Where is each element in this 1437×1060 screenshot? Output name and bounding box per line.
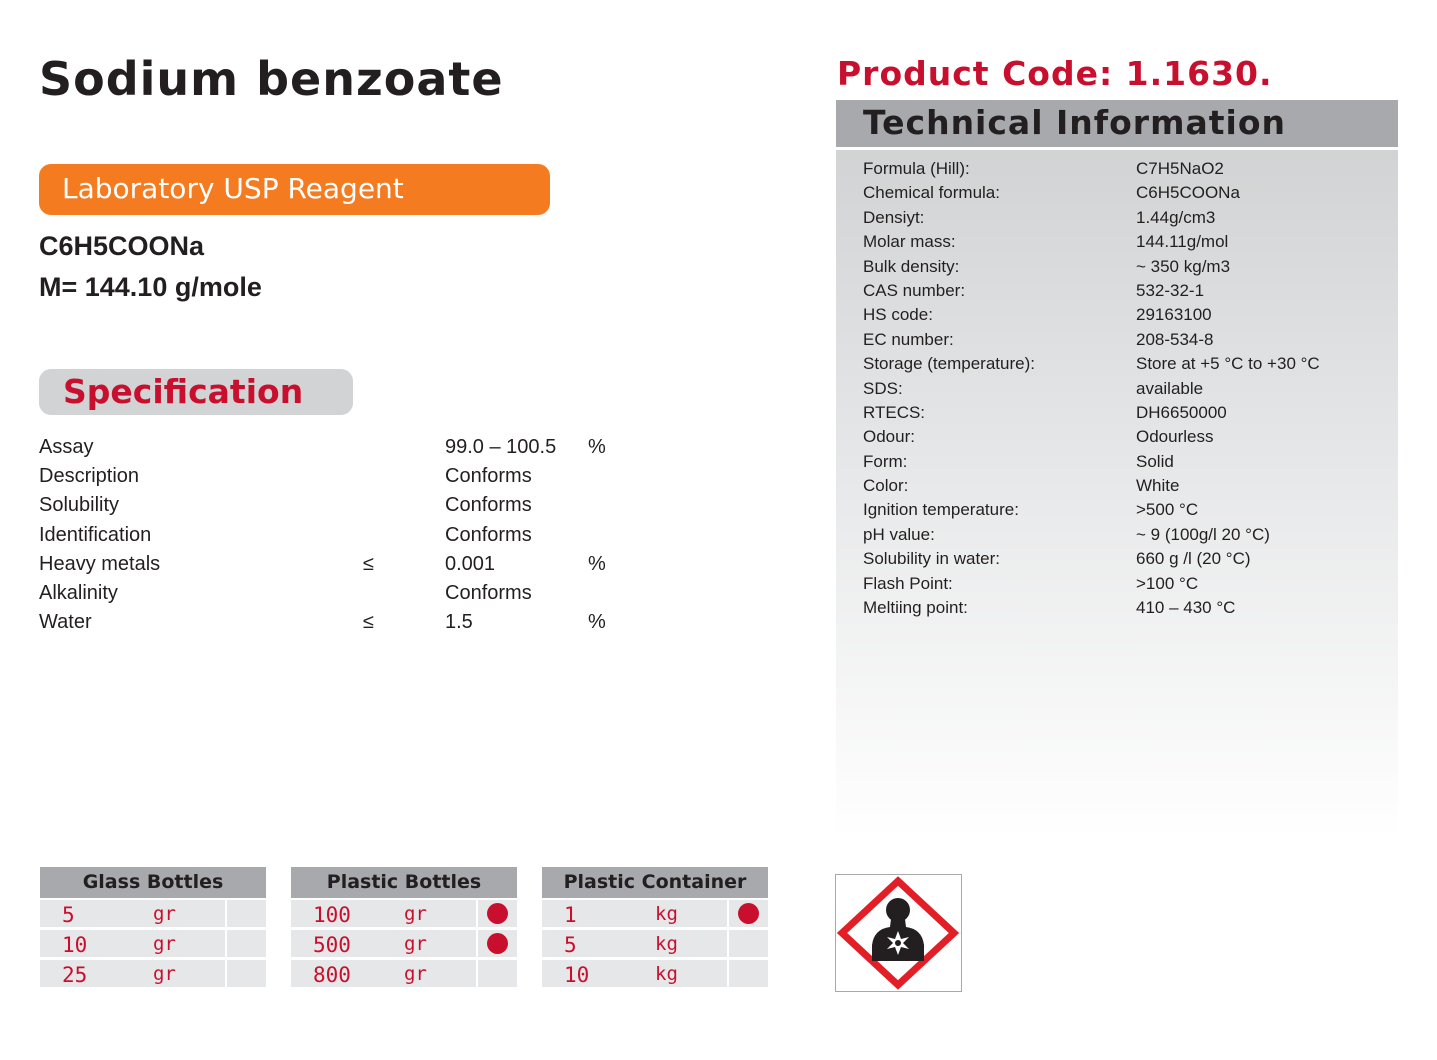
hazard-pictogram: [835, 874, 962, 992]
molar-mass: M= 144.10 g/mole: [39, 272, 262, 302]
spec-row: [39, 580, 639, 609]
tech-value: ~ 9 (100g/l 20 °C): [1136, 524, 1270, 544]
packaging-row: [291, 898, 517, 928]
spec-row: [39, 551, 639, 580]
packaging-row: [40, 928, 266, 958]
grade-label: Laboratory USP Reagent: [62, 172, 404, 205]
packaging-unit: kg: [655, 963, 678, 985]
spec-row: [39, 609, 639, 638]
tech-value: C7H5NaO2: [1136, 159, 1224, 178]
packaging-size-cell: [40, 930, 225, 957]
available-dot-icon: [738, 903, 759, 924]
tech-key: CAS number:: [863, 280, 966, 300]
packaging-size-cell: [291, 930, 476, 957]
specification-table: [39, 434, 639, 638]
tech-value: 29163100: [1136, 305, 1212, 325]
tech-key: Densiyt:: [863, 207, 925, 227]
specification-heading-badge: [39, 369, 353, 415]
tech-value: C6H5COONa: [1136, 183, 1240, 203]
tech-row: [863, 181, 1383, 205]
tech-row: [863, 328, 1383, 352]
tech-value: 1.44g/cm3: [1136, 207, 1216, 227]
packaging-size-cell: [40, 900, 225, 927]
availability-cell: [729, 900, 768, 927]
spec-value: Conforms: [445, 581, 532, 604]
tech-value: 532-32-1: [1136, 280, 1205, 300]
packaging-size-cell: [542, 900, 727, 927]
spec-name: Description: [39, 465, 140, 488]
tech-key: Odour:: [863, 427, 915, 447]
spec-name: Alkalinity: [39, 581, 118, 604]
packaging-quantity: 1: [564, 903, 577, 927]
tech-row: [863, 352, 1383, 376]
spec-value: 1.5: [445, 611, 473, 634]
packaging-quantity: 800: [313, 963, 351, 987]
spec-name: Water: [39, 611, 92, 634]
packaging-size-cell: [291, 960, 476, 987]
spec-value: 99.0 – 100.5: [445, 436, 557, 458]
availability-cell: [478, 900, 517, 927]
spec-name: Identification: [39, 523, 152, 546]
availability-cell: [478, 960, 517, 987]
tech-key: HS code:: [863, 305, 933, 325]
chemical-formula: C6H5COONa: [39, 231, 205, 261]
tech-key: Chemical formula:: [863, 183, 1000, 203]
tech-row: [863, 255, 1383, 279]
tech-key: pH value:: [863, 524, 935, 544]
tech-row: [863, 230, 1383, 254]
tech-value: >500 °C: [1136, 500, 1199, 520]
tech-row: [863, 425, 1383, 449]
tech-value: 660 g /l (20 °C): [1136, 549, 1251, 569]
ghs08-health-hazard-icon: [836, 875, 961, 991]
packaging-row: [40, 958, 266, 988]
packaging-row: [291, 928, 517, 958]
packaging-row: [291, 958, 517, 988]
packaging-quantity: 10: [564, 963, 590, 987]
availability-cell: [227, 930, 266, 957]
packaging-unit: kg: [655, 933, 678, 955]
packaging-glass-bottles: [40, 867, 266, 988]
technical-info-header: [836, 100, 1398, 147]
availability-cell: [729, 930, 768, 957]
spec-value: 0.001: [445, 552, 496, 575]
tech-row: [863, 401, 1383, 425]
tech-key: Color:: [863, 476, 909, 496]
packaging-size-cell: [40, 960, 225, 987]
spec-name: Heavy metals: [39, 552, 161, 575]
tech-row: [863, 450, 1383, 474]
tech-value: 410 – 430 °C: [1136, 598, 1236, 618]
tech-row: [863, 572, 1383, 596]
spec-unit: %: [588, 611, 606, 634]
spec-name: Solubility: [39, 494, 120, 517]
tech-value: ~ 350 kg/m3: [1136, 256, 1231, 276]
packaging-unit: gr: [153, 963, 176, 985]
tech-value: >100 °C: [1136, 573, 1199, 593]
packaging-size-cell: [542, 960, 727, 987]
spec-row: [39, 492, 639, 521]
packaging-row: [40, 898, 266, 928]
technical-info-list: [863, 157, 1383, 620]
tech-key: Storage (temperature):: [863, 354, 1035, 374]
packaging-size-cell: [291, 900, 476, 927]
spec-value: Conforms: [445, 523, 532, 546]
availability-cell: [729, 960, 768, 987]
packaging-quantity: 5: [564, 933, 577, 957]
packaging-heading: Glass Bottles: [40, 867, 266, 898]
packaging-heading: Plastic Container: [542, 867, 768, 898]
spec-name: Assay: [39, 436, 94, 458]
available-dot-icon: [487, 903, 508, 924]
tech-row: [863, 498, 1383, 522]
tech-row: [863, 474, 1383, 498]
packaging-size-cell: [542, 930, 727, 957]
packaging-quantity: 500: [313, 933, 351, 957]
spec-unit: %: [588, 436, 606, 458]
spec-operator: ≤: [363, 552, 374, 575]
packaging-unit: kg: [655, 903, 678, 925]
spec-unit: %: [588, 552, 606, 575]
tech-value: DH6650000: [1136, 402, 1227, 422]
tech-row: [863, 377, 1383, 401]
tech-row: [863, 157, 1383, 181]
spec-value: Conforms: [445, 465, 532, 488]
packaging-unit: gr: [153, 933, 176, 955]
available-dot-icon: [487, 933, 508, 954]
product-code: Product Code: 1.1630.: [837, 54, 1273, 93]
tech-value: available: [1136, 378, 1204, 398]
availability-cell: [227, 960, 266, 987]
product-title: Sodium benzoate: [39, 52, 504, 106]
packaging-plastic-bottles: [291, 867, 517, 988]
technical-info-heading: Technical Information: [863, 103, 1286, 142]
spec-row: [39, 434, 639, 463]
tech-key: Molar mass:: [863, 232, 956, 252]
spec-operator: ≤: [363, 611, 374, 634]
tech-key: Formula (Hill):: [863, 159, 970, 178]
tech-row: [863, 547, 1383, 571]
tech-key: Bulk density:: [863, 256, 960, 276]
packaging-row: [542, 958, 768, 988]
tech-key: SDS:: [863, 378, 903, 398]
packaging-unit: gr: [404, 903, 427, 925]
tech-value: Solid: [1136, 451, 1174, 471]
tech-row: [863, 206, 1383, 230]
tech-row: [863, 279, 1383, 303]
packaging-unit: gr: [404, 963, 427, 985]
availability-cell: [478, 930, 517, 957]
packaging-row: [542, 898, 768, 928]
tech-value: Odourless: [1136, 427, 1214, 447]
tech-key: Ignition temperature:: [863, 500, 1019, 520]
tech-key: EC number:: [863, 329, 954, 349]
availability-cell: [227, 900, 266, 927]
packaging-heading: Plastic Bottles: [291, 867, 517, 898]
tech-value: Store at +5 °C to +30 °C: [1136, 354, 1320, 374]
tech-row: [863, 303, 1383, 327]
tech-key: Solubility in water:: [863, 549, 1001, 569]
packaging-quantity: 25: [62, 963, 88, 987]
spec-row: [39, 463, 639, 492]
tech-row: [863, 596, 1383, 620]
packaging-unit: gr: [153, 903, 176, 925]
spec-value: Conforms: [445, 494, 532, 517]
grade-badge: [39, 164, 550, 215]
tech-key: Form:: [863, 451, 908, 471]
packaging-row: [542, 928, 768, 958]
packaging-quantity: 10: [62, 933, 88, 957]
tech-value: 144.11g/mol: [1136, 232, 1229, 252]
tech-key: Flash Point:: [863, 573, 953, 593]
tech-value: 208-534-8: [1136, 329, 1214, 349]
packaging-quantity: 5: [62, 903, 75, 927]
tech-value: White: [1136, 476, 1180, 496]
specification-heading: Specification: [63, 372, 304, 411]
packaging-quantity: 100: [313, 903, 351, 927]
packaging-plastic-container: [542, 867, 768, 988]
tech-key: Meltiing point:: [863, 598, 968, 618]
spec-row: [39, 522, 639, 551]
tech-key: RTECS:: [863, 402, 926, 422]
tech-row: [863, 523, 1383, 547]
packaging-unit: gr: [404, 933, 427, 955]
